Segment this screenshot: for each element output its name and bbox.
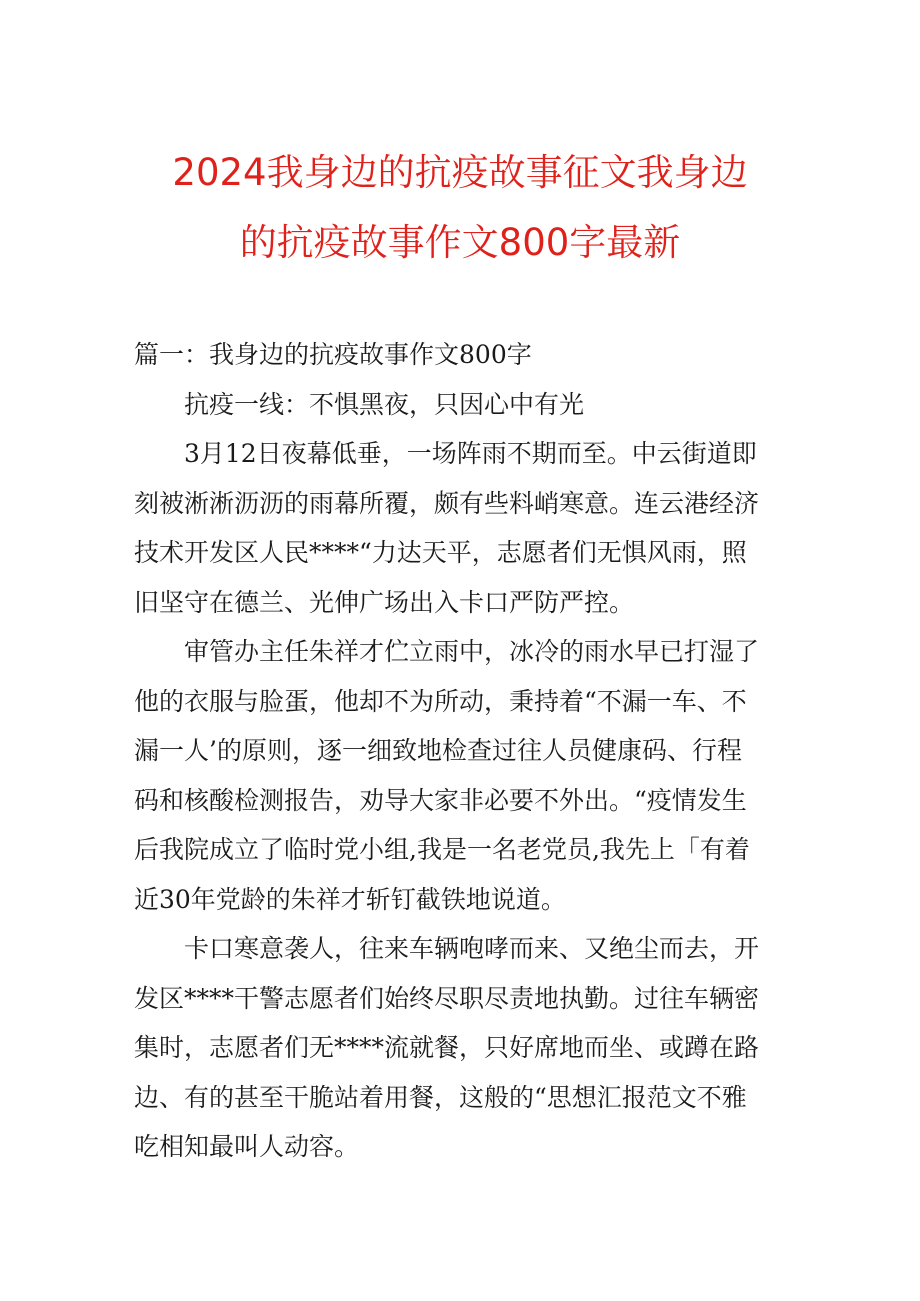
paragraph-line: 他的衣服与脸蛋，他却不为所动，秉持着“不漏一车、不 (134, 686, 747, 716)
paragraph-2 (134, 627, 794, 924)
paragraph-line: 集时，志愿者们无****流就餐，只好席地而坐、或蹲在路 (134, 1033, 760, 1062)
paragraph-line: 审管办主任朱祥才伫立雨中，冰冷的雨水早已打湿了 (184, 637, 760, 666)
paragraph-line: 旧坚守在德兰、光伸广场出入卡口严防严控。 (134, 587, 635, 617)
section-heading: 篇一：我身边的抗疫故事作文800字 (134, 340, 532, 369)
paragraph-line: 后我院成立了临时党小组,我是一名老党员,我先上「有着 (134, 835, 750, 864)
title-line-1: 2024我身边的抗疫故事征文我身边 (172, 151, 748, 194)
document-body (134, 330, 794, 1172)
paragraph-line: 技术开发区人民****“力达天平，志愿者们无惧风雨，照 (134, 538, 747, 567)
paragraph-line: 吃相知最叫人动容。 (134, 1132, 360, 1161)
title-line-2: 的抗疫故事作文800字最新 (239, 221, 681, 264)
paragraph-line: 3月12日夜幕低垂，一场阵雨不期而至。中云街道即 (184, 439, 757, 468)
paragraph-line: 卡口寒意袭人，往来车辆咆哮而来、又绝尘而去，开 (184, 934, 760, 963)
paragraph-line: 刻被淅淅沥沥的雨幕所覆，颇有些料峭寒意。连云港经济 (134, 488, 760, 518)
paragraph-line: 漏一人’的原则，逐一细致地检查过往人员健康码、行程 (134, 736, 742, 765)
paragraph-line: 发区****干警志愿者们始终尽职尽责地执勤。过往车辆密 (134, 983, 760, 1013)
paragraph-1 (134, 429, 794, 627)
paragraph-line: 边、有的甚至干脆站着用餐，这般的“思想汇报范文不雅 (134, 1082, 747, 1112)
document-title (120, 138, 800, 278)
paragraph-line: 近30年党龄的朱祥才斩钉截铁地说道。 (134, 884, 566, 914)
subheading: 抗疫一线：不惧黑夜，只因心中有光 (184, 389, 585, 419)
paragraph-line: 码和核酸检测报告，劝导大家非必要不外出。“疫情发生 (134, 785, 747, 815)
paragraph-3 (134, 924, 794, 1172)
